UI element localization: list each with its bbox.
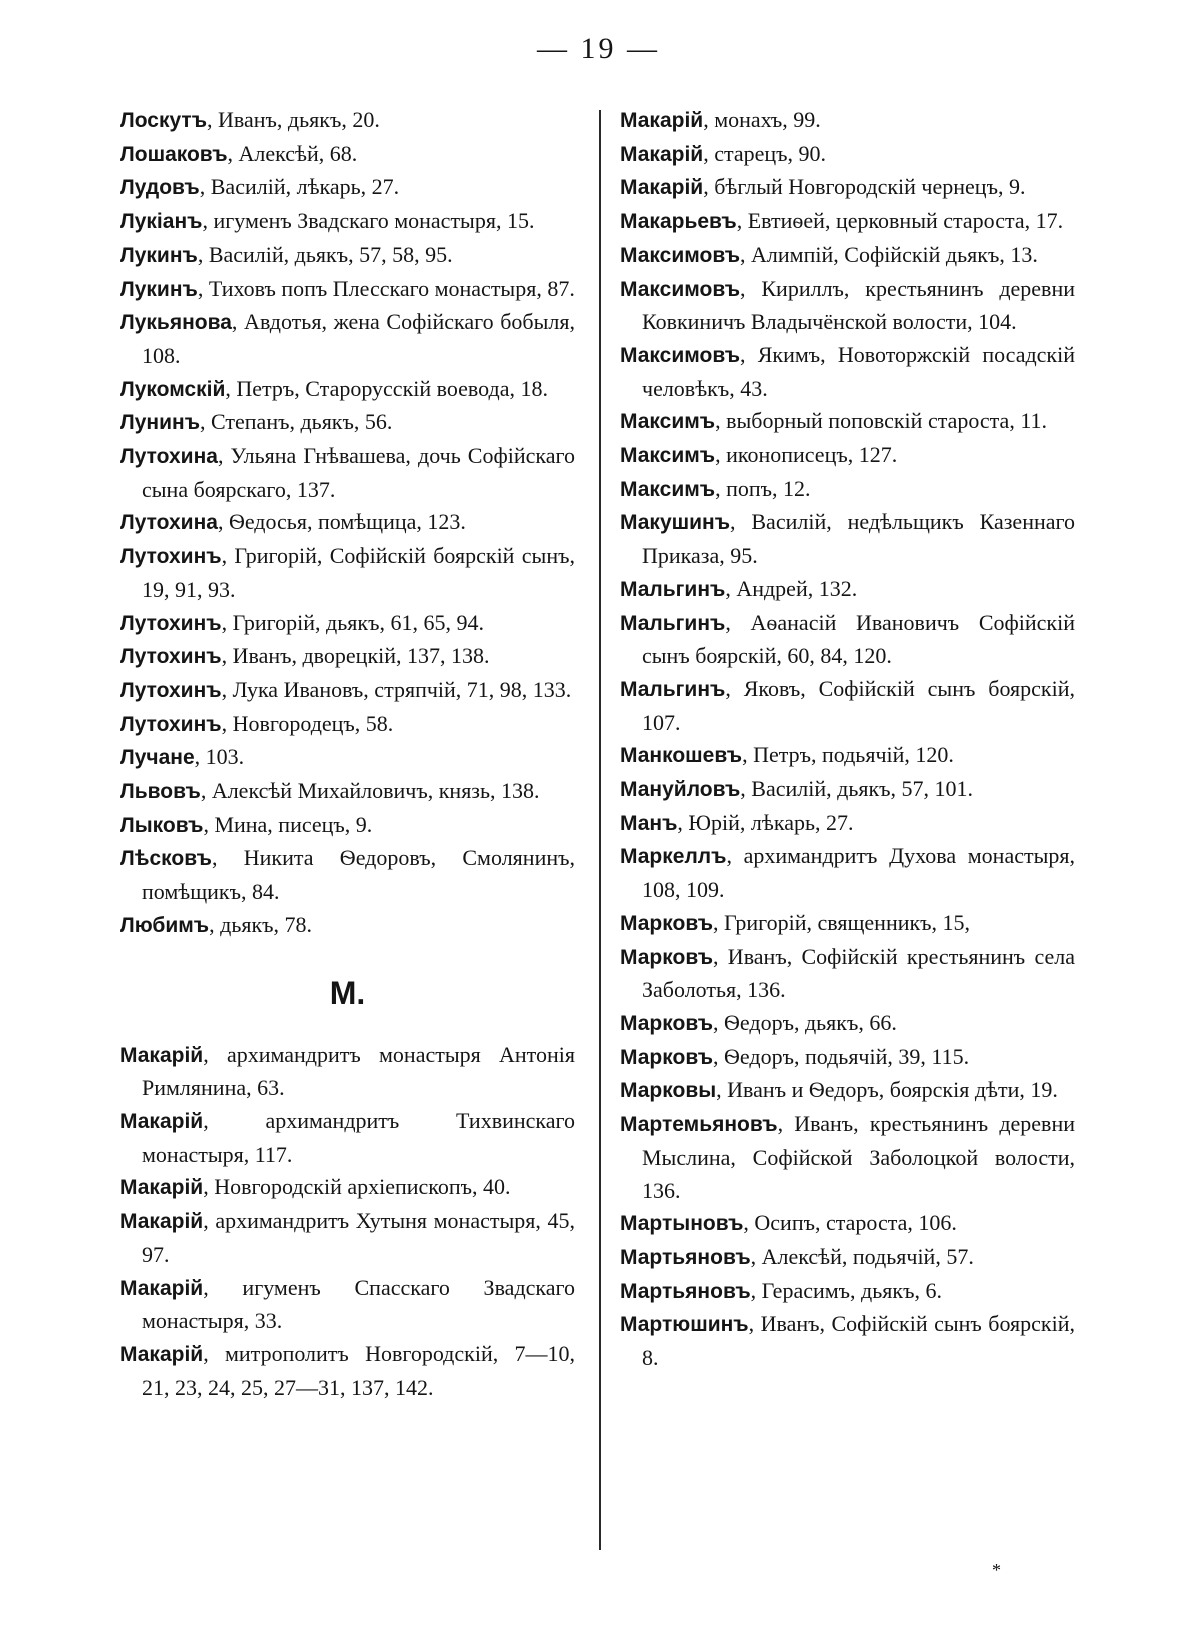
entry-text: , Иванъ, дворецкій, 137, 138. (221, 643, 490, 669)
entry-text: , Ѳедоръ, подьячій, 39, 115. (713, 1043, 970, 1069)
entry-text: , старецъ, 90. (703, 140, 827, 166)
entry-text: , Петръ, Старорусскій воевода, 18. (225, 375, 548, 401)
index-entry (620, 506, 1075, 572)
entry-name: Марковы (620, 1079, 717, 1103)
entry-name: Мартыновъ (620, 1212, 744, 1236)
entry-text: , Григорій, дьякъ, 61, 65, 94. (221, 609, 484, 635)
entry-name: Лучане (120, 746, 195, 770)
entry-text: , митрополитъ Новгородскій, 7—10, 21, 23, 24, 25, 27—31, 137, 142. (142, 1340, 575, 1400)
index-entry (120, 138, 575, 172)
entry-name: Макарій (620, 109, 704, 132)
index-entry (620, 1241, 1075, 1275)
entry-text: , Тиховъ попъ Плесскаго монастыря, 87. (197, 275, 575, 301)
entry-text: , Аѳанасій Ивановичъ Софійскій сынъ боярскій, 60, 84, 120. (642, 609, 1075, 669)
entry-text: , Андрей, 132. (725, 575, 858, 601)
entry-text: , Якимъ, Новоторжскій посадскій человѣкъ, 43. (642, 341, 1075, 401)
entry-name: Мальгинъ (620, 611, 726, 635)
entry-text: , архимандритъ Тихвинскаго монастыря, 117. (142, 1107, 575, 1167)
entry-name: Лутохина (120, 445, 218, 469)
index-entry (120, 1205, 575, 1271)
entry-name: Лукинъ (120, 277, 198, 301)
entry-name: Мартюшинъ (620, 1313, 749, 1337)
index-entry (620, 840, 1075, 906)
entry-text: , игуменъ Спасскаго Звадскаго монастыря, 33. (142, 1274, 575, 1334)
entry-name: Лутохинъ (120, 712, 222, 736)
entry-name: Лошаковъ (120, 142, 228, 166)
entry-name: Манкошевъ (620, 744, 743, 768)
entry-name: Лыковъ (120, 813, 204, 837)
entry-name: Лунинъ (120, 411, 201, 435)
entry-text: , выборный поповскій староста, 11. (715, 408, 1047, 434)
entry-text: , монахъ, 99. (703, 107, 821, 132)
right-column (620, 104, 1075, 1375)
entry-name: Марковъ (620, 1011, 714, 1035)
entry-name: Лѣсковъ (120, 847, 212, 871)
index-entry (620, 1108, 1075, 1207)
entry-name: Лукіанъ (120, 210, 203, 234)
entry-name: Макарій (120, 1342, 204, 1366)
entry-name: Любимъ (120, 913, 210, 937)
entry-name: Лутохинъ (120, 611, 222, 635)
entry-text: , Яковъ, Софійскій сынъ боярскій, 107. (642, 675, 1075, 735)
entry-text: , Иванъ, дьякъ, 20. (207, 107, 380, 132)
index-entry (120, 171, 575, 205)
entry-text: , игуменъ Звадскаго монастыря, 15. (202, 208, 535, 234)
entry-text: , Мина, писецъ, 9. (203, 811, 373, 837)
index-entry (620, 205, 1075, 239)
entry-text: , Евтиѳей, церковный староста, 17. (736, 208, 1064, 234)
index-entry (620, 1041, 1075, 1075)
index-entry (620, 773, 1075, 807)
entry-text: , архимандритъ монастыря Антонія Римлянина, 63. (142, 1041, 575, 1101)
entry-name: Лукьянова (120, 311, 232, 335)
entry-name: Мартьяновъ (620, 1279, 751, 1303)
entry-name: Макарій (120, 1109, 204, 1133)
entry-name: Маркеллъ (620, 845, 727, 869)
entry-name: Лукомскій (120, 377, 226, 401)
index-entry (620, 339, 1075, 405)
entry-name: Манъ (620, 811, 678, 835)
index-entry (620, 104, 1075, 138)
entry-name: Мартемьяновъ (620, 1113, 778, 1137)
entry-name: Лоскутъ (120, 109, 208, 132)
entry-text: , Степанъ, дьякъ, 56. (200, 409, 393, 435)
entry-name: Мальгинъ (620, 577, 726, 601)
right-entry-list (620, 104, 1075, 1375)
entry-text: , Иванъ и Ѳедоръ, боярскія дѣти, 19. (716, 1077, 1058, 1103)
index-entry (120, 1105, 575, 1171)
entry-text: , Авдотья, жена Софійскаго бобыля, 108. (142, 309, 575, 368)
left-column (120, 104, 575, 1404)
index-entry (120, 406, 575, 440)
entry-text: , Иванъ, Софійскій сынъ боярскій, 8. (642, 1311, 1075, 1371)
index-entry (120, 674, 575, 708)
index-entry (120, 1171, 575, 1205)
index-entry (120, 1272, 575, 1338)
footer-asterisk: * (992, 1560, 1001, 1580)
index-entry (620, 1308, 1075, 1374)
entry-name: Макушинъ (620, 511, 731, 535)
entry-text: , Ѳедосья, помѣщица, 123. (217, 509, 466, 535)
entry-text: , Василій, недѣльщикъ Казеннаго Приказа, 95. (642, 509, 1075, 569)
index-entry (120, 842, 575, 908)
index-entry (120, 775, 575, 809)
entry-text: , Иванъ, Софійскій крестьянинъ села Заболотья, 136. (642, 943, 1075, 1003)
index-entry (620, 941, 1075, 1007)
entry-name: Макарій (120, 1210, 204, 1234)
entry-text: , Василій, лѣкарь, 27. (199, 174, 400, 200)
entry-name: Львовъ (120, 780, 201, 804)
entry-text: , Василій, дьякъ, 57, 58, 95. (197, 241, 453, 267)
index-entry (120, 239, 575, 273)
entry-text: , Алексѣй, 68. (227, 140, 358, 166)
entry-text: , Герасимъ, дьякъ, 6. (750, 1277, 942, 1303)
index-entry (620, 439, 1075, 473)
entry-text: , Новгородскій архіепископъ, 40. (203, 1174, 511, 1200)
index-entry (120, 741, 575, 775)
entry-text: , Алимпій, Софійскій дьякъ, 13. (740, 241, 1038, 267)
entry-text: , архимандритъ Хутыня монастыря, 45, 97. (142, 1208, 575, 1267)
entry-text: , архимандритъ Духова монастыря, 108, 109. (642, 843, 1075, 903)
index-entry (620, 907, 1075, 941)
entry-text: , Новгородецъ, 58. (221, 710, 394, 736)
entry-name: Мальгинъ (620, 677, 726, 701)
index-entry (620, 171, 1075, 205)
entry-name: Марковъ (620, 911, 714, 935)
index-entry (120, 506, 575, 540)
entry-text: , Петръ, подьячій, 120. (742, 742, 954, 768)
index-entry (620, 473, 1075, 507)
entry-name: Лутохинъ (120, 678, 222, 702)
entry-name: Макарій (620, 176, 704, 200)
index-entry (620, 239, 1075, 273)
entry-text: , Ѳедоръ, дьякъ, 66. (713, 1009, 897, 1035)
entry-name: Мануйловъ (620, 778, 741, 802)
entry-name: Максимовъ (620, 343, 741, 367)
entry-text: , бѣглый Новгородскій чернецъ, 9. (703, 174, 1026, 200)
entry-name: Максимъ (620, 477, 716, 501)
entry-text: , Иванъ, крестьянинъ деревни Мыслина, Софійской Заболоцкой волости, 136. (642, 1111, 1075, 1203)
entry-text: , Алексѣй Михайловичъ, князь, 138. (200, 778, 540, 804)
index-entry (120, 809, 575, 843)
index-entry (620, 673, 1075, 739)
entry-text: , Лука Ивановъ, стряпчій, 71, 98, 133. (221, 676, 572, 702)
entry-text: , Григорій, священникъ, 15, (713, 909, 971, 935)
index-entry (120, 440, 575, 506)
entry-text: , Кириллъ, крестьянинъ деревни Ковкиничъ Владычёнской волости, 104. (642, 275, 1075, 335)
entry-text: , Ульяна Гнѣвашева, дочь Софійскаго сына боярскаго, 137. (142, 443, 575, 502)
index-entry (120, 640, 575, 674)
entry-name: Лудовъ (120, 176, 200, 200)
entry-text: , Юрій, лѣкарь, 27. (677, 809, 854, 835)
entry-name: Максимъ (620, 410, 716, 434)
index-entry (620, 1074, 1075, 1108)
entry-name: Лутохинъ (120, 545, 222, 569)
index-entry (120, 708, 575, 742)
index-entry (620, 273, 1075, 339)
index-entry (620, 607, 1075, 673)
entry-text: , Алексѣй, подьячій, 57. (750, 1243, 974, 1269)
index-entry (620, 138, 1075, 172)
section-heading: М. (329, 974, 366, 1011)
index-entry (620, 807, 1075, 841)
entry-name: Максимовъ (620, 277, 741, 301)
entry-text: , 103. (194, 744, 245, 770)
page-number: — 19 — (537, 32, 660, 65)
entry-text: , Григорій, Софійскій боярскій сынъ, 19, 91, 93. (142, 543, 575, 602)
index-entry (120, 1338, 575, 1404)
entry-name: Максимовъ (620, 243, 741, 267)
index-entry (120, 909, 575, 943)
entry-name: Марковъ (620, 1045, 714, 1069)
entry-name: Максимъ (620, 444, 716, 468)
index-entry (120, 373, 575, 407)
entry-name: Лукинъ (120, 243, 198, 267)
index-entry (620, 739, 1075, 773)
index-entry (620, 1207, 1075, 1241)
index-entry (620, 1007, 1075, 1041)
entry-name: Лутохина (120, 511, 218, 535)
entry-text: , иконописецъ, 127. (715, 442, 898, 468)
index-entry (120, 540, 575, 606)
entry-name: Макарій (120, 1276, 204, 1300)
column-divider (599, 110, 601, 1550)
entry-name: Лутохинъ (120, 645, 222, 669)
left-entry-list (120, 104, 575, 943)
index-entry (120, 273, 575, 307)
left-m-entry-list (120, 1039, 575, 1405)
entry-text: , дьякъ, 78. (209, 911, 313, 937)
entry-text: , попъ, 12. (715, 475, 811, 501)
entry-name: Макарьевъ (620, 210, 737, 234)
entry-text: , Никита Ѳедоровъ, Смолянинъ, помѣщикъ, 84. (142, 845, 575, 905)
index-entry (620, 1275, 1075, 1309)
entry-text: , Василій, дьякъ, 57, 101. (740, 776, 974, 802)
entry-name: Макарій (120, 1176, 204, 1200)
entry-name: Макарій (120, 1043, 204, 1067)
index-entry (120, 205, 575, 239)
index-entry (120, 1039, 575, 1105)
index-entry (120, 104, 575, 138)
entry-name: Макарій (620, 142, 704, 166)
index-entry (620, 573, 1075, 607)
entry-text: , Осипъ, староста, 106. (743, 1210, 957, 1236)
entry-name: Марковъ (620, 945, 714, 969)
index-entry (120, 607, 575, 641)
index-entry (120, 306, 575, 372)
entry-name: Мартьяновъ (620, 1245, 751, 1269)
index-entry (620, 405, 1075, 439)
